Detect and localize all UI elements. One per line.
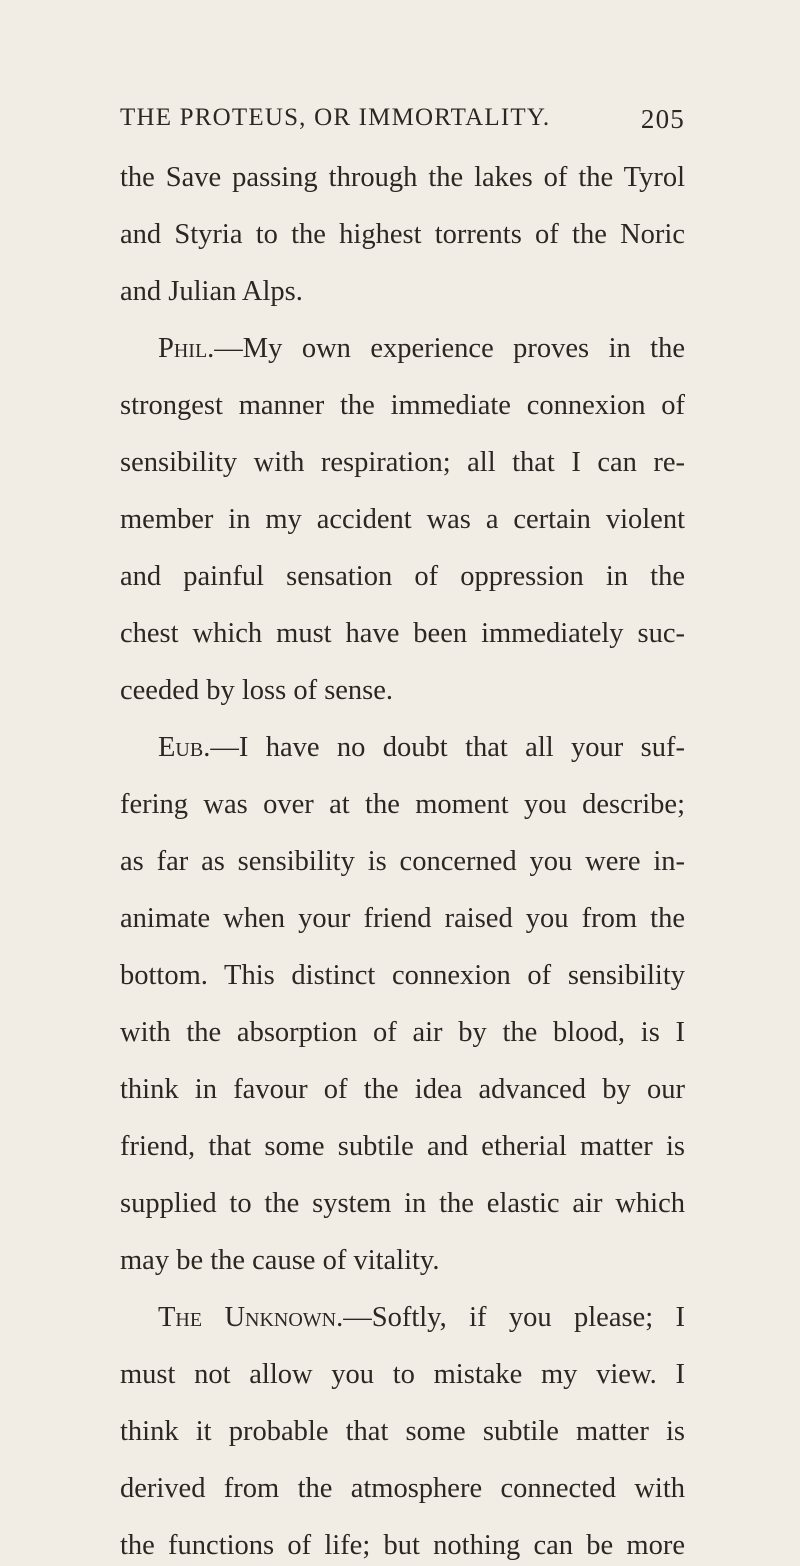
text-line: and painful sensation of oppression in the bbox=[120, 561, 685, 592]
text-line: with the absorption of air by the blood, is I bbox=[120, 1017, 685, 1048]
text-line: think it probable that some subtile matter is bbox=[120, 1416, 685, 1447]
text-line: friend, that some subtile and etherial matter is bbox=[120, 1131, 685, 1162]
text-line: and Julian Alps. bbox=[120, 276, 303, 307]
text-line: and Styria to the highest torrents of the Noric bbox=[120, 219, 685, 250]
text-line: Phil.—My own experience proves in the bbox=[158, 333, 685, 364]
speaker-name: Phil. bbox=[158, 333, 215, 364]
text-line: bottom. This distinct connexion of sensibility bbox=[120, 960, 685, 991]
text-line: animate when your friend raised you from the bbox=[120, 903, 685, 934]
text-line: The Unknown.—Softly, if you please; I bbox=[158, 1302, 685, 1333]
text-line: must not allow you to mistake my view. I bbox=[120, 1359, 685, 1390]
running-title: THE PROTEUS, OR IMMORTALITY. bbox=[120, 104, 551, 131]
text-line: strongest manner the immediate connexion of bbox=[120, 390, 685, 421]
text-line: member in my accident was a certain violent bbox=[120, 504, 685, 535]
text-line: ceeded by loss of sense. bbox=[120, 675, 394, 706]
speaker-name: Eub. bbox=[158, 732, 211, 763]
text-line: sensibility with respiration; all that I can re- bbox=[120, 447, 685, 478]
text-line: fering was over at the moment you describe; bbox=[120, 789, 685, 820]
page-number: 205 bbox=[640, 104, 685, 134]
text-line: supplied to the system in the elastic air which bbox=[120, 1188, 685, 1219]
text-line: derived from the atmosphere connected with bbox=[120, 1473, 685, 1504]
text-line: think in favour of the idea advanced by our bbox=[120, 1074, 685, 1105]
text-line: as far as sensibility is concerned you were in- bbox=[120, 846, 685, 877]
text-line: chest which must have been immediately suc- bbox=[120, 618, 685, 649]
text-line: Eub.—I have no doubt that all your suf- bbox=[158, 732, 685, 763]
text-line: the Save passing through the lakes of the Tyrol bbox=[120, 162, 685, 193]
text-line: may be the cause of vitality. bbox=[120, 1245, 440, 1276]
speaker-name: The Unknown. bbox=[158, 1302, 344, 1333]
text-line: the functions of life; but nothing can be more bbox=[120, 1530, 685, 1561]
